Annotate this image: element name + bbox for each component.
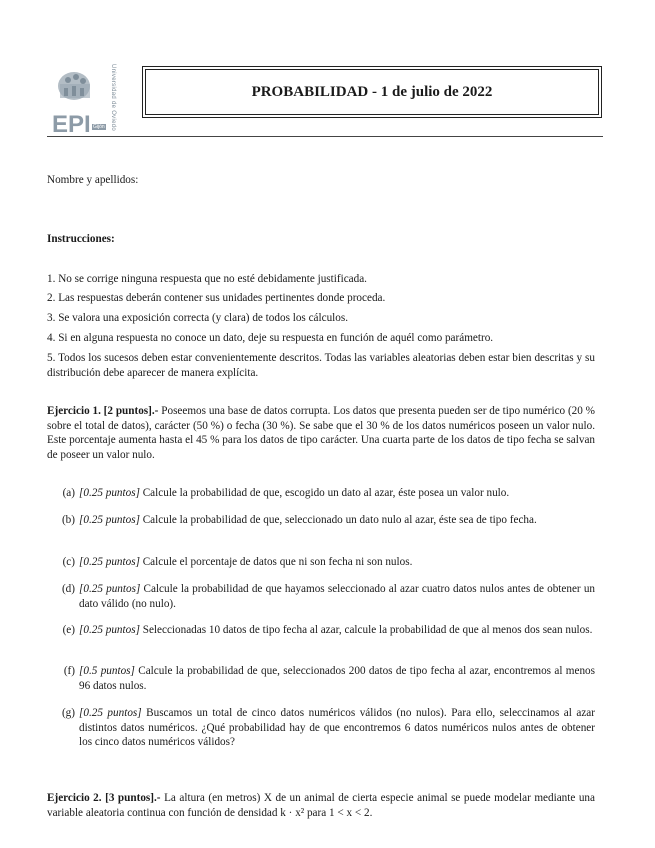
item-points: [0.5 puntos] <box>79 665 135 677</box>
instructions-heading: Instrucciones: <box>47 233 115 245</box>
exercise-1-title: Ejercicio 1. [2 puntos].- <box>47 405 159 417</box>
item-points: [0.25 puntos] <box>79 514 140 526</box>
instruction-item: 1. No se corrige ninguna respuesta que no esté debidamente justificada. <box>47 273 367 285</box>
exercise-2-title: Ejercicio 2. [3 puntos].- <box>47 792 161 804</box>
item-text: Calcule la probabilidad de que, seleccionado un dato nulo al azar, éste sea de tipo fecha. <box>142 514 537 526</box>
item-points: [0.25 puntos] <box>79 624 140 636</box>
item-label: (f) <box>63 665 75 677</box>
item-text: Calcule el porcentaje de datos que ni son fecha ni son nulos. <box>142 556 413 568</box>
item-label: (e) <box>62 624 75 636</box>
item-label: (b) <box>61 514 75 526</box>
instruction-item: 2. Las respuestas deberán contener sus unidades pertinentes donde proceda. <box>47 292 386 304</box>
logo-side-text: Universidad de Oviedo <box>110 64 116 131</box>
item-text: Calcule la probabilidad de que, escogido un dato al azar, éste posea un valor nulo. <box>142 487 510 499</box>
exercise-2 <box>47 791 595 820</box>
item-points: [0.25 puntos] <box>79 707 142 719</box>
item-label: (a) <box>62 487 75 499</box>
instruction-item: 5. Todos los sucesos deben estar convenientemente descritos. Todas las variables aleatorias deben estar bien descritas y su distribución debe aparecer de manera explícita. <box>47 352 595 379</box>
item-label: (c) <box>62 556 75 568</box>
exercise-2-intro: La altura (en metros) X de un animal de cierta especie animal se puede modelar mediante una variable aleatoria continua con función de densidad k · x² para 1 < x < 2. <box>47 792 595 819</box>
exercise-1-intro: Poseemos una base de datos corrupta. Los datos que presenta pueden ser de tipo numérico (20 % sobre el total de datos), carácter (50 %) o fecha (30 %). Se sabe que el 30 % de los datos numéricos poseen un valor nulo. Este porcentaje aumenta hasta el 45 % para los datos de tipo carácter. Una cuarta parte de los datos de tipo fecha se salvan de poseer un valor nulo. <box>47 405 596 461</box>
instruction-item: 4. Si en alguna respuesta no conoce un dato, deje su respuesta en función de aquél como parámetro. <box>47 332 494 344</box>
logo-text: EPI <box>52 111 91 136</box>
item-label: (g) <box>61 707 75 719</box>
logo-subtext: Gijón <box>93 124 105 130</box>
item-text: Buscamos un total de cinco datos numéricos válidos (no nulos). Para ello, seleccinamos al azar distintos datos numéricos. ¿Qué probabilidad hay de que encontremos 6 datos numéricos nulos antes de obtener los cinco datos numéricos válidos? <box>79 707 596 748</box>
item-points: [0.25 puntos] <box>79 583 141 595</box>
header-divider <box>47 136 603 137</box>
item-points: [0.25 puntos] <box>79 487 140 499</box>
item-text: Calcule la probabilidad de que hayamos seleccionado al azar cuatro datos nulos antes de obtener un dato válido (no nulo). <box>79 583 596 610</box>
title-box <box>142 66 602 118</box>
page-title: PROBABILIDAD - 1 de julio de 2022 <box>145 69 599 115</box>
name-label: Nombre y apellidos: <box>47 174 139 186</box>
item-label: (d) <box>61 583 75 595</box>
item-points: [0.25 puntos] <box>79 556 140 568</box>
exercise-1 <box>47 404 595 462</box>
instruction-item: 3. Se valora una exposición correcta (y clara) de todos los cálculos. <box>47 312 349 324</box>
item-text: Seleccionadas 10 datos de tipo fecha al azar, calcule la probabilidad de que al menos dos sean nulos. <box>142 624 593 636</box>
item-text: Calcule la probabilidad de que, seleccionados 200 datos de tipo fecha al azar, encontremos al menos 96 datos nulos. <box>79 665 596 692</box>
